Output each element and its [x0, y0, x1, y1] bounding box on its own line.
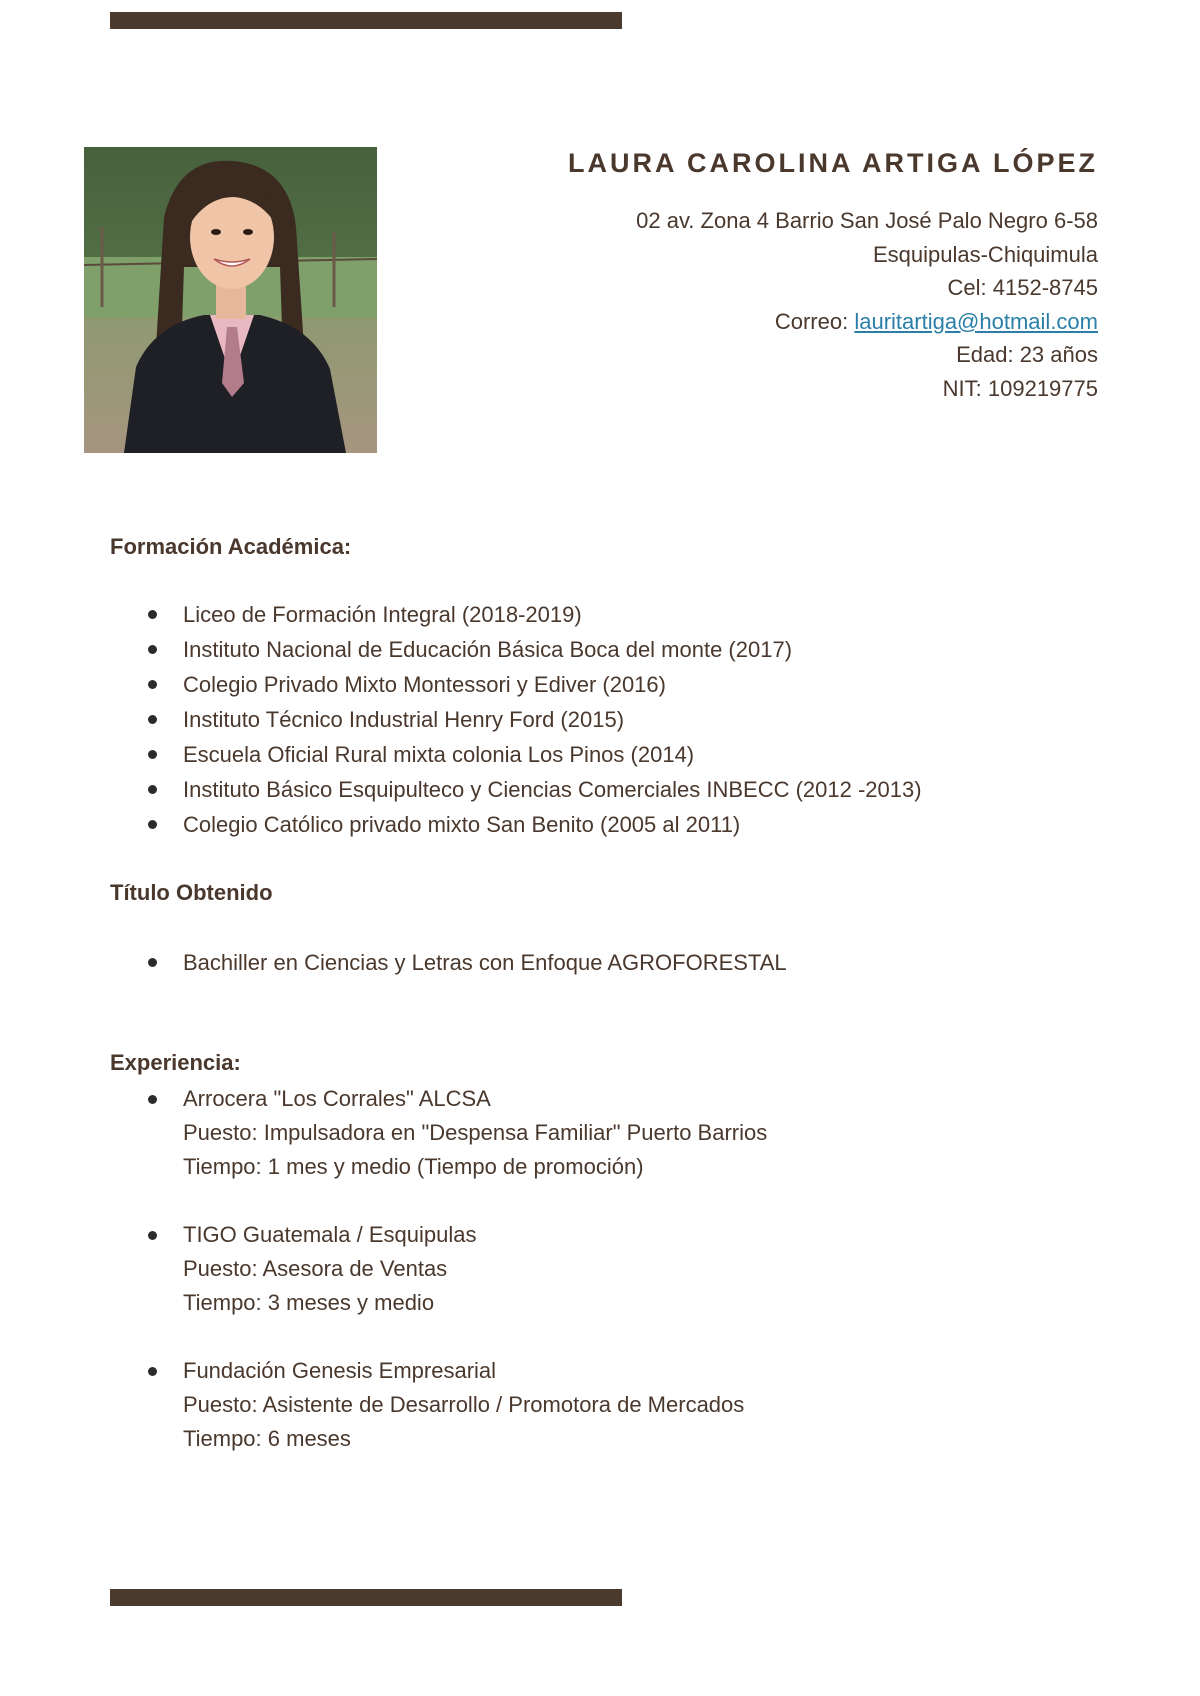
experience-list	[110, 1082, 767, 1490]
nit-line: NIT: 109219775	[942, 375, 1098, 401]
experience-company: Arrocera "Los Corrales" ALCSA	[183, 1086, 491, 1111]
top-decorative-bar	[110, 12, 622, 29]
bottom-decorative-bar	[110, 1589, 622, 1606]
bullet-icon	[148, 715, 157, 724]
bullet-icon	[148, 785, 157, 794]
experience-heading: Experiencia:	[110, 1050, 241, 1075]
list-item	[110, 702, 922, 737]
age-line: Edad: 23 años	[956, 342, 1098, 367]
email-line	[478, 305, 1098, 339]
list-item-text: Instituto Técnico Industrial Henry Ford (2015)	[183, 707, 625, 732]
bullet-icon	[148, 1367, 157, 1376]
experience-position: Puesto: Asistente de Desarrollo / Promotora de Mercados	[183, 1392, 745, 1417]
list-item-text: Liceo de Formación Integral (2018-2019)	[183, 602, 582, 627]
experience-position: Puesto: Asesora de Ventas	[183, 1256, 448, 1281]
experience-item	[110, 1218, 767, 1320]
experience-company: TIGO Guatemala / Esquipulas	[183, 1222, 477, 1247]
experience-item	[110, 1354, 767, 1456]
address-line: 02 av. Zona 4 Barrio San José Palo Negro 6-58	[636, 208, 1098, 233]
contact-header	[478, 146, 1098, 405]
experience-item	[110, 1082, 767, 1184]
education-heading: Formación Académica:	[110, 534, 352, 559]
degree-heading: Título Obtenido	[110, 880, 273, 905]
bullet-icon	[148, 1095, 157, 1104]
email-label: Correo:	[774, 308, 855, 334]
list-item-text: Escuela Oficial Rural mixta colonia Los Pinos (2014)	[183, 742, 695, 767]
bullet-icon	[148, 750, 157, 759]
experience-company: Fundación Genesis Empresarial	[183, 1358, 497, 1383]
applicant-name: LAURA CAROLINA ARTIGA LÓPEZ	[568, 148, 1098, 178]
list-item	[110, 737, 922, 772]
bullet-icon	[148, 680, 157, 689]
list-item	[110, 632, 922, 667]
bullet-icon	[148, 1231, 157, 1240]
list-item-text: Bachiller en Ciencias y Letras con Enfoque AGROFORESTAL	[183, 950, 787, 975]
degree-list	[110, 945, 787, 980]
bullet-icon	[148, 820, 157, 829]
list-item	[110, 807, 922, 842]
bullet-icon	[148, 610, 157, 619]
experience-position: Puesto: Impulsadora en "Despensa Familiar" Puerto Barrios	[183, 1120, 768, 1145]
list-item	[110, 772, 922, 807]
phone-line: Cel: 4152-8745	[947, 275, 1098, 300]
list-item-text: Instituto Nacional de Educación Básica Boca del monte (2017)	[183, 637, 793, 662]
experience-time: Tiempo: 6 meses	[183, 1426, 351, 1451]
list-item-text: Colegio Católico privado mixto San Benito (2005 al 2011)	[183, 812, 741, 837]
education-list	[110, 597, 922, 842]
list-item	[110, 945, 787, 980]
experience-time: Tiempo: 3 meses y medio	[183, 1290, 435, 1315]
city-line: Esquipulas-Chiquimula	[872, 241, 1098, 267]
list-item	[110, 667, 922, 702]
bullet-icon	[148, 958, 157, 967]
list-item-text: Colegio Privado Mixto Montessori y Ediver (2016)	[183, 672, 666, 697]
profile-photo	[84, 147, 377, 453]
email-link[interactable]: lauritartiga@hotmail.com	[854, 308, 1098, 334]
bullet-icon	[148, 645, 157, 654]
list-item	[110, 597, 922, 632]
list-item-text: Instituto Básico Esquipulteco y Ciencias Comerciales INBECC (2012 -2013)	[183, 777, 922, 802]
experience-time: Tiempo: 1 mes y medio (Tiempo de promoción)	[183, 1154, 644, 1179]
